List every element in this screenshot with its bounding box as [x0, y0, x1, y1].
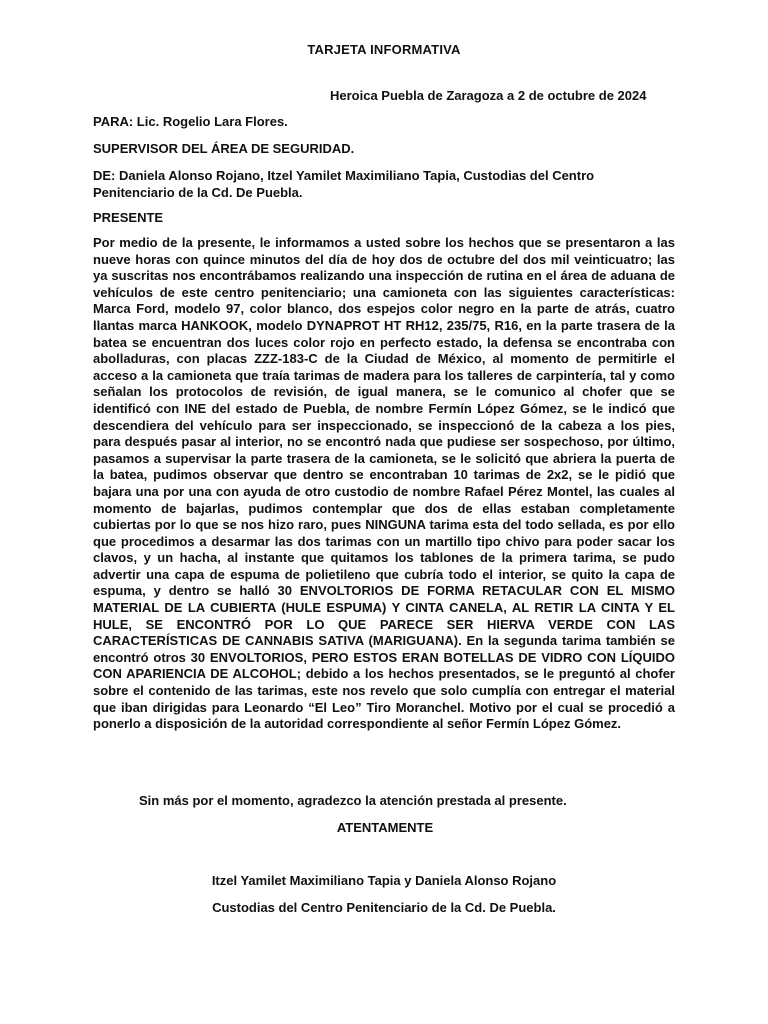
document-title: TARJETA INFORMATIVA [307, 42, 461, 57]
date-line: Heroica Puebla de Zaragoza a 2 de octubre de 2024 [330, 88, 647, 103]
salutation: PRESENTE [93, 210, 164, 225]
sign-off: ATENTAMENTE [336, 820, 434, 835]
recipient-line: PARA: Lic. Rogelio Lara Flores. [93, 114, 288, 129]
body-paragraph: Por medio de la presente, le informamos a usted sobre los hechos que se presentaron a las nueve horas con quince minutos del día de hoy dos de octubre del dos mil veinticuatro; las ya suscritas nos encontrábamos realizando una inspección de rutina en el área de aduana de vehículos de este centro penitenciario; una camioneta con las siguientes características: Marca Ford, modelo 97, color blanco, dos espejos color negro en la parte de atrás, cuatro llantas marca HANKOOK, modelo DYNAPROT HT RH12, 235/75, R16, en la parte trasera de la batea se encuentran dos luces color rojo en perfecto estado, la defensa se encontraba con abolladuras, con placas ZZZ-183-C de la Ciudad de México, al momento de permitirle el acceso a la camioneta que traía tarimas de madera para los talleres de carpintería, tal y como señalan los protocolos de revisión, de igual manera, se le comunico al chofer que se identificó con INE del estado de Puebla, de nombre Fermín López Gómez, se le indicó que descendiera del vehículo para ser inspeccionado, se inspeccionó de la cabeza a los pies, para después pasar al interior, no se encontró nada que pudiese ser sospechoso, por último, pasamos a supervisar la parte trasera de la camioneta, se le solicitó que abriera la puerta de la batea, pudimos observar que dentro se encontraban 10 tarimas de 2x2, se le pidió que bajara una por una con ayuda de otro custodio de nombre Rafael Pérez Montel, las cuales al momento de bajarlas, pudimos contemplar que dos de ellas estaban completamente cubiertas por lo que se nos hizo raro, pues NINGUNA tarima esta del todo sellada, es por ello que procedimos a desarmar las dos tarimas con un martillo tipo chivo para poder sacar los clavos, y un hacha, al instante que quitamos los tablones de la primera tarima, se pudo advertir una capa de espuma de polietileno que cubría todo el interior, se quito la capa de espuma, y dentro se halló 30 ENVOLTORIOS DE FORMA RETACULAR CON EL MISMO MATERIAL DE LA CUBIERTA (HULE ESPUMA) Y CINTA CANELA, AL RETIR LA CINTA Y EL HULE, SE ENCONTRÓ POR LO QUE PARECE SER HIERVA VERDE CON LAS CARACTERÍSTICAS DE CANNABIS SATIVA (MARIGUANA). En la segunda tarima también se encontró otros 30 ENVOLTORIOS, PERO ESTOS ERAN BOTELLAS DE VIDRO CON LÍQUIDO CON APARIENCIA DE ALCOHOL; debido a los hechos presentados, se le preguntó al chofer sobre el contenido de las tarimas, este nos revelo que solo cumplía con entregar el material que iban dirigidas para Leonardo “El Leo” Tiro Moranchel. Motivo por el cual se procedió a ponerlo a disposición de la autoridad correspondiente al señor Fermín López Gómez. [93, 235, 675, 732]
signers-names: Itzel Yamilet Maximiliano Tapia y Daniela Alonso Rojano [211, 873, 557, 888]
sender-line: DE: Daniela Alonso Rojano, Itzel Yamilet Maximiliano Tapia, Custodias del Centro Penitenciario de la Cd. De Puebla. [93, 168, 595, 200]
recipient-role: SUPERVISOR DEL ÁREA DE SEGURIDAD. [93, 141, 355, 156]
closing-line: Sin más por el momento, agradezco la atención prestada al presente. [139, 793, 567, 808]
signers-role: Custodias del Centro Penitenciario de la Cd. De Puebla. [212, 900, 556, 915]
